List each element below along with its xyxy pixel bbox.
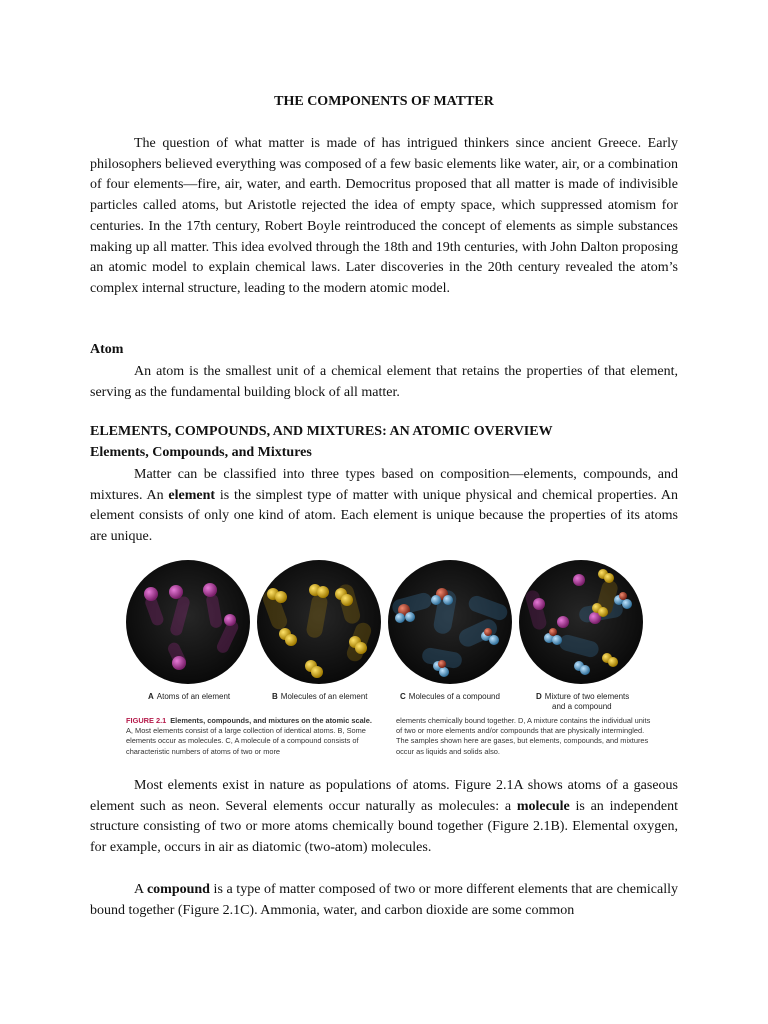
term-compound: compound (146, 882, 210, 897)
intro-paragraph: The question of what matter is made of has intrigued thinkers since ancient Greece. Early philosophers believed everything was composed of a few basic elements like water, air, or a combination of four elements—fire, air, water, and earth. Democritus proposed that all matter is made of indivisible particles called atoms, but Aristotle rejected the idea of empty space, which suppressed atomism for centuries. In the 17th century, Robert Boyle reintroduced the concept of elements as simple substances making up all matter. This idea evolved through the 18th and 19th centuries, with John Dalton proposing an atomic model to explain chemical laws. Later discoveries in the 20th century revealed the atom’s complex internal structure, leading to the modern atomic model. (90, 136, 678, 296)
term-element: element (168, 487, 216, 503)
page-title: THE COMPONENTS OF MATTER (274, 94, 494, 109)
panel-b-molecules-image (257, 560, 381, 684)
panel-c-compound-image (388, 560, 512, 684)
atom-paragraph: An atom is the smallest unit of a chemical element that retains the properties of that element, serving as the fundamental building block of all matter. (90, 364, 678, 400)
populations-paragraph: Most elements exist in nature as populations of atoms. Figure 2.1A shows atoms of a gaseous element such as neon. Several elements occur naturally as molecules: a molecule is an independent structure consisting of two or more atoms chemically bound together (Figure 2.1B). Elemental oxygen, for example, occurs in air as diatomic (two-atom) molecules. (90, 778, 678, 856)
panel-b-label: B Molecules of an element (272, 692, 368, 701)
panel-d-label: D Mixture of two elements and a compound (536, 692, 630, 711)
figure-2-1 (126, 558, 666, 768)
classification-paragraph: Matter can be classified into three types based on composition—elements, compounds, and mixtures. An element is the simplest type of matter with unique physical and chemical properties. An element consists of only one kind of atom. Each element is unique because the properties of its atoms are unique. (90, 467, 678, 545)
subsection-heading: Elements, Compounds, and Mixtures (90, 445, 312, 460)
panel-a-atoms-image (126, 560, 250, 684)
atom-heading: Atom (90, 342, 124, 357)
figure-caption-right: elements chemically bound together. D, A mixture contains the individual units of two or more elements and/or compounds that are physically intermingled. The samples shown here are gases, but elements, compounds, and mixtures occur as liquids and solids also. (396, 716, 651, 756)
panel-c-label: C Molecules of a compound (400, 692, 500, 701)
term-molecule: molecule (516, 798, 570, 814)
compound-paragraph: A compound is a type of matter composed of two or more different elements that are chemically bound together (Figure 2.1C). Ammonia, water, and carbon dioxide are some common (90, 882, 678, 918)
figure-caption-left: FIGURE 2.1 Elements, compounds, and mixtures on the atomic scale. A, Most elements consist of a large collection of identical atoms. B, Some elements occur as molecules. C, A molecule of a compound consists of characteristic numbers of atoms of two or more (126, 716, 372, 756)
panel-a-label: A Atoms of an element (148, 692, 231, 701)
panel-d-mixture-image (519, 560, 643, 684)
section-heading: ELEMENTS, COMPOUNDS, AND MIXTURES: AN ATOMIC OVERVIEW (90, 424, 553, 439)
